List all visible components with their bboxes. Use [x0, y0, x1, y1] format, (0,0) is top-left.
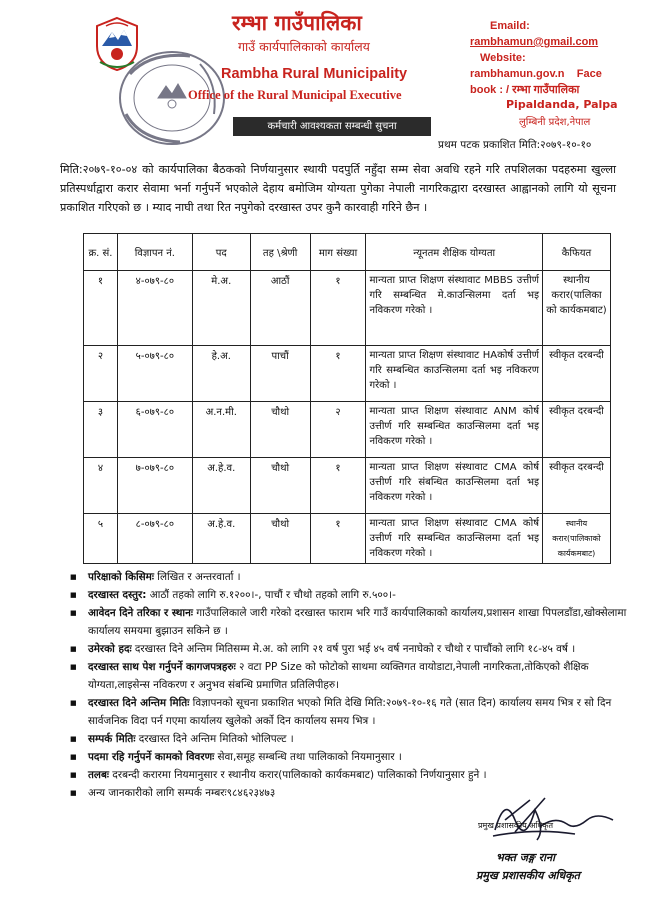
item-text: दरखास्त दिने अन्तिम मितिसम्म मे.अ. को लागि २१ वर्ष पुरा भई ४५ वर्ष ननाघेको र चौथो र पाचौंको लागि १८-४५ वर्ष ।: [131, 643, 576, 655]
cell-ad-no: ४-०७९-८०: [117, 271, 192, 346]
cell-count: २: [310, 402, 366, 458]
cell-qualification: मान्यता प्राप्त शिक्षण संस्थावाट HAकोर्ष उत्तीर्ण गरि सम्बन्धित काउन्सिलमा दर्ता भइ नविकरण गरेको ।: [366, 346, 543, 402]
cell-post: मे.अ.: [192, 271, 250, 346]
cell-qualification: मान्यता प्राप्त शिक्षण संस्थावाट CMA कोर्ष उत्तीर्ण गरि सम्बन्धित काउन्सिलमा दर्ता भइ नविकरण गरेको ।: [366, 514, 543, 564]
list-item: [70, 568, 630, 586]
cell-qualification: मान्यता प्राप्त शिक्षण संस्थावाट ANM कोर्ष उत्तीर्ण गरि सम्बन्धित काउन्सिलमा दर्ता भइ नविकरण गरेको ।: [366, 402, 543, 458]
table-row: [84, 271, 611, 346]
vacancy-table: [83, 233, 611, 564]
contact-block: [470, 18, 650, 98]
cell-level: चौथो: [250, 458, 310, 514]
item-label: दरखास्त दिने अन्तिम मितिः: [88, 697, 190, 709]
signatory-title: प्रमुख प्रशासकीय अधिकृत: [476, 869, 580, 882]
item-text: २ वटा PP Size को फोटोको साथमा व्यक्तिगत वायोडाटा,नेपाली नागरिकता,तोकिएको शैक्षिक योग्यता,लाइसेन्स नविकरण र अनुभव संबन्धि प्रमाणित प्रतिलिपीहरु।: [88, 661, 589, 691]
list-item: [70, 766, 630, 784]
address-line-1: Pipaldanda, Palpa: [506, 98, 618, 111]
cell-post: अ.न.मी.: [192, 402, 250, 458]
email-label: Emaild:: [490, 20, 530, 32]
cell-remark: स्वीकृत दरबन्दी: [542, 402, 610, 458]
list-item: [70, 748, 630, 766]
cell-sn: ४: [84, 458, 118, 514]
item-text: आठौं तहको लागि रु.१२००।-, पाचौं र चौथो तहको लागि रु.५००।-: [146, 589, 396, 601]
cell-ad-no: ७-०७९-८०: [117, 458, 192, 514]
cell-count: १: [310, 514, 366, 564]
facebook-page[interactable]: book : / रम्भा गाउँपालिका: [470, 84, 580, 96]
facebook-label: Face: [576, 68, 602, 80]
website-link[interactable]: rambhamun.gov.n: [470, 68, 565, 80]
cell-ad-no: ५-०७९-८०: [117, 346, 192, 402]
item-text: विज्ञापनको सूचना प्रकाशित भएको मिति देखि मिति:२०७९-१०-१६ गते (सात दिन) कार्यालय समय भित्र र सो दिन सार्वजनिक विदा पर्न गएमा कार्यालय खुलेको अर्को दिन कार्यालय समय भित्र ।: [88, 697, 612, 727]
publication-date: प्रथम पटक प्रकाशित मिति:२०७९-१०-१०: [438, 139, 592, 151]
cell-sn: ३: [84, 402, 118, 458]
website-label: Website:: [480, 52, 526, 64]
notice-conditions-list: [70, 568, 630, 802]
list-item: [70, 586, 630, 604]
cell-ad-no: ८-०७९-८०: [117, 514, 192, 564]
signatory-name: भक्त जङ्ग राना: [496, 851, 555, 864]
cell-qualification: मान्यता प्राप्त शिक्षण संस्थावाट MBBS उत्तीर्ण गरि सम्बन्धित मे.काउन्सिलमा दर्ता भइ नविकरण गरेको ।: [366, 271, 543, 346]
table-row: [84, 402, 611, 458]
list-item: [70, 730, 630, 748]
col-header-sn: क्र. सं.: [84, 234, 118, 271]
address-line-2: लुम्बिनी प्रदेश,नेपाल: [519, 117, 591, 128]
item-text: सेवा,समूह सम्बन्धि तथा पालिकाको नियमानुसार ।: [214, 751, 402, 763]
cell-post: हे.अ.: [192, 346, 250, 402]
col-header-ad-no: विज्ञापन नं.: [117, 234, 192, 271]
cell-post: अ.हे.व.: [192, 458, 250, 514]
cell-level: चौथो: [250, 514, 310, 564]
table-row: [84, 514, 611, 564]
cell-remark: स्वीकृत दरबन्दी: [542, 346, 610, 402]
cell-count: १: [310, 271, 366, 346]
cell-qualification: मान्यता प्राप्त शिक्षण संस्थावाट CMA कोर्ष उत्तीर्ण गरि संबन्धित काउन्सिलमा दर्ता भइ नविकरण गरेको ।: [366, 458, 543, 514]
table-header-row: [84, 234, 611, 271]
cell-count: १: [310, 458, 366, 514]
col-header-post: पद: [192, 234, 250, 271]
cell-sn: १: [84, 271, 118, 346]
notice-intro-paragraph: मिति:२०७९-१०-०४ को कार्यपालिका बैठकको निर्णयानुसार स्थायी पदपुर्ति नहुँदा सम्म सेवा अवधि रहने गरि तपशिलका पदहरुमा खुल्ला प्रतिस्पर्धाद्वारा करार सेवामा भर्ना गर्नुपर्ने भएकोले देहाय बमोजिम योग्यता पुगेका नेपाली नागरिकद्वारा दरखास्त आह्वानको लागि यो सूचना प्रकाशित गरिएको छ । म्याद नाघी तथा रित नपुगेको दरखास्त उपर कुनै कारवाही गरिने छैन ।: [60, 163, 616, 214]
col-header-level: तह \श्रेणी: [250, 234, 310, 271]
item-label: दरखास्त साथ पेश गर्नुपर्ने कागजपत्रहरुः: [88, 661, 236, 673]
office-name-english: Office of the Rural Municipal Executive: [188, 88, 402, 102]
list-item: [70, 658, 630, 694]
office-name-nepali: गाउँ कार्यपालिकाको कार्यालय: [238, 39, 370, 54]
cell-sn: ५: [84, 514, 118, 564]
list-item: [70, 604, 630, 640]
col-header-qualification: न्यूनतम शैक्षिक योग्यता: [366, 234, 543, 271]
item-text: दरखास्त दिने अन्तिम मितिको भोलिपल्ट ।: [135, 733, 294, 745]
item-label: दरखास्त दस्तुर:: [88, 589, 147, 601]
cell-level: आठौं: [250, 271, 310, 346]
cell-remark: स्वीकृत दरबन्दी: [542, 458, 610, 514]
municipality-title-english: Rambha Rural Municipality: [221, 66, 408, 82]
cell-level: चौथो: [250, 402, 310, 458]
municipality-title-nepali: रम्भा गाउँपालिका: [232, 11, 362, 35]
list-item: [70, 640, 630, 658]
table-row: [84, 346, 611, 402]
cell-sn: २: [84, 346, 118, 402]
cell-post: अ.हे.व.: [192, 514, 250, 564]
item-label: पदमा रहि गर्नुपर्ने कामको विवरणः: [88, 751, 215, 763]
item-text: लिखित र अन्तरवार्ता ।: [153, 571, 241, 583]
item-label: परिक्षाको किसिमः: [88, 571, 154, 583]
item-label: तलबः: [88, 769, 109, 781]
cell-count: १: [310, 346, 366, 402]
cell-remark: स्थानीय करार(पालिकाको कार्यकमबाट): [542, 514, 610, 564]
col-header-count: माग संख्या: [310, 234, 366, 271]
item-text: अन्य जानकारीको लागि सम्पर्क नम्बरः९८४६२३४७३: [88, 787, 276, 799]
cell-ad-no: ६-०७९-८०: [117, 402, 192, 458]
item-text: दरबन्दी करारमा नियमानुसार र स्थानीय करार(पालिकाको कार्यकमबाट) पालिकाको निर्णयानुसार हुने ।: [109, 769, 487, 781]
cell-remark: स्थानीय करार(पालिका को कार्यकमबाट): [542, 271, 610, 346]
notice-subject-banner: कर्मचारी आवश्यकता सम्बन्धी सुचना: [233, 117, 431, 136]
list-item: [70, 694, 630, 730]
item-label: आवेदन दिने तरिका र स्थानः: [88, 607, 193, 619]
cell-level: पाचौं: [250, 346, 310, 402]
email-link[interactable]: rambhamun@gmail.com: [470, 36, 599, 48]
table-row: [84, 458, 611, 514]
item-label: उमेरको हदः: [88, 643, 132, 655]
item-label: सम्पर्क मितिः: [88, 733, 136, 745]
col-header-remarks: कैफियत: [542, 234, 610, 271]
signature-stamp-text: प्रमुख प्रशासकीय अधिकृत: [478, 821, 554, 830]
item-text: गाउँपालिकाले जारी गरेको दरखास्त फाराम भरि गाउँ कार्यपालिकाको कार्यालय,प्रशासन शाखा पिपलडाँडा,खोक्सेलामा कार्यालय समयमा बुझाउन सकिने छ ।: [88, 607, 627, 637]
